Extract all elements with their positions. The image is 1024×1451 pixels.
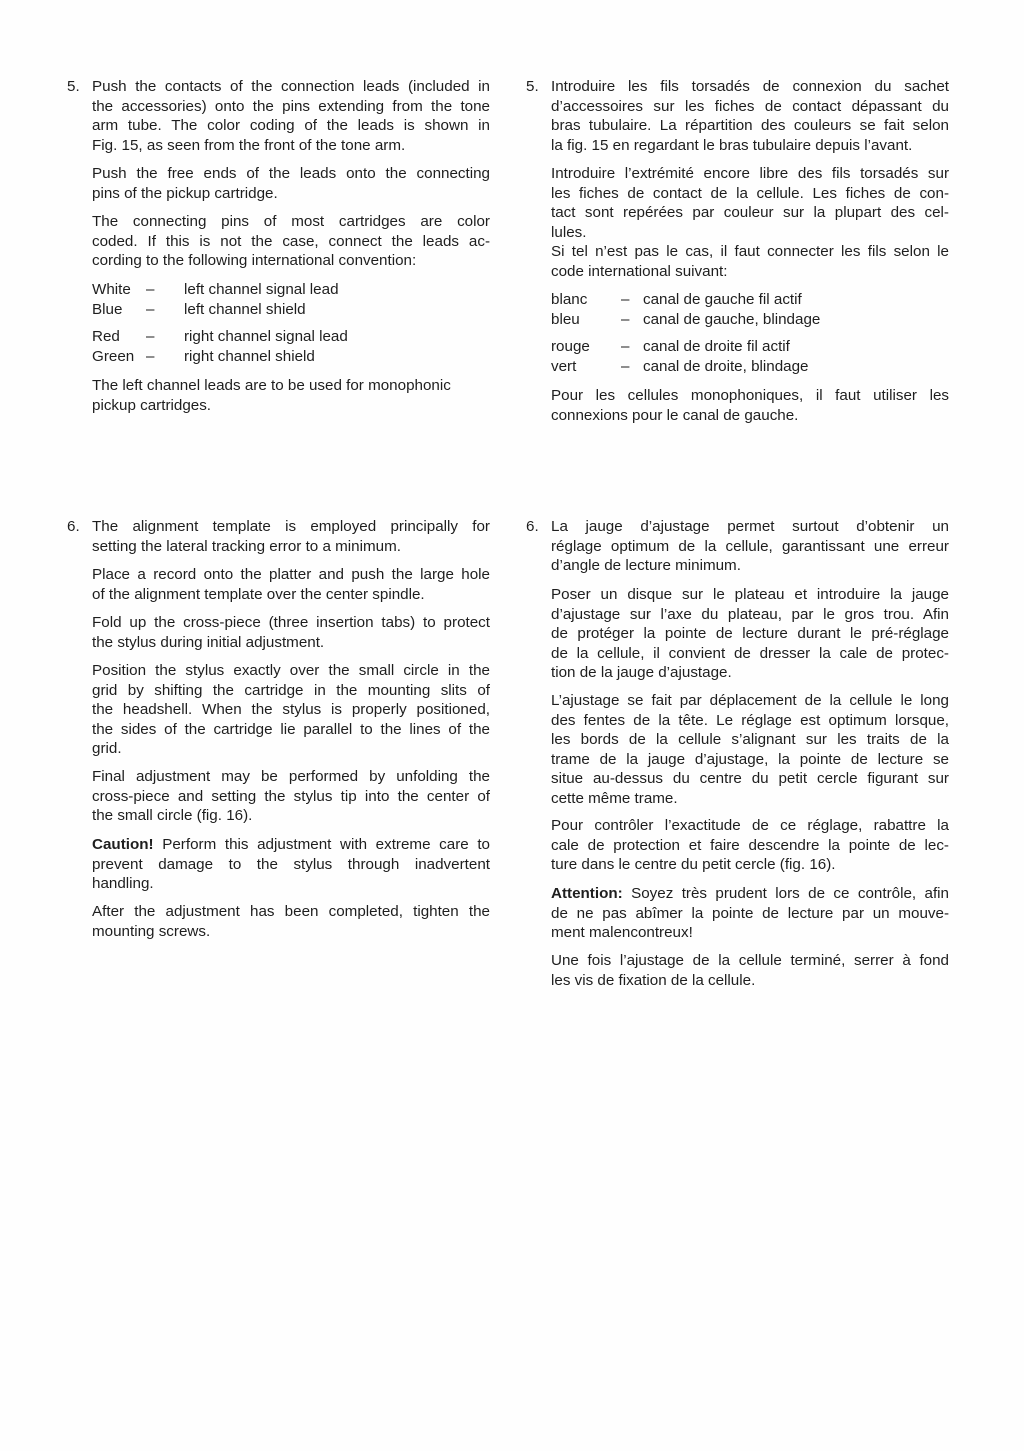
en-section-5-p1: 5. Push the contacts of the connection leads (included in the accessories) onto the pins extending from the tone arm tube. The color coding of the leads is shown in Fig. 15, as seen from the front of the tone arm. [67, 78, 490, 154]
en-section-5-p4: The left channel leads are to be used for monophonic pickup cartridges. [92, 377, 451, 414]
en-caution-paragraph: Caution! Perform this adjustment with extreme care to prevent damage to the stylus through inadvertent handling. [92, 836, 490, 892]
en-section-6-p4: Position the stylus exactly over the small circle in the grid by shifting the cartridge in the mounting slits of the headshell. When the stylus is properly positioned, the sides of the cartridge lie parallel to the lines of the grid. [92, 662, 490, 757]
caution-label: Caution! [92, 836, 154, 853]
en-section-6-p2: Place a record onto the platter and push the large hole of the alignment template over the center spindle. [92, 566, 490, 603]
fr-section-6-p2: Poser un disque sur le plateau et introduire la jauge d’ajustage sur l’axe du plateau, par le gros trou. Afin de protéger la pointe de lecture durant le pré-réglage de la cellule, il convient de dresser la cale de protec- tion de la jauge d’ajustage. [551, 586, 949, 681]
fr-section-6-p1: 6. La jauge d’ajustage permet surtout d’obtenir un réglage optimum de la cellule, garantissant une erreur d’angle de lecture minimum. [526, 518, 949, 574]
fr-section-5-p2: Introduire l’extrémité encore libre des fils torsadés sur les fiches de contact de la cellule. Les fiches de con- tact sont repérées par couleur sur la plupart des cel- lules. Si tel n’est pas le cas, il faut connecter les fils selon le code international suivant: [551, 165, 949, 280]
en-section-5-p2: Push the free ends of the leads onto the connecting pins of the pickup cartridge. [92, 165, 490, 202]
fr-section-6-p6: Une fois l’ajustage de la cellule terminé, serrer à fond les vis de fixation de la cellule. [551, 952, 949, 989]
en-section-6-p5: Final adjustment may be performed by unfolding the cross-piece and setting the stylus tip into the center of the small circle (fig. 16). [92, 768, 490, 824]
en-section-6-p7: After the adjustment has been completed, tighten the mounting screws. [92, 903, 490, 940]
en-section-5-p3: The connecting pins of most cartridges are color coded. If this is not the case, connect the leads ac- cording to the following international convention: [92, 213, 490, 269]
attention-label: Attention: [551, 885, 623, 902]
section-number: 5. [526, 78, 539, 95]
en-section-6-p3: Fold up the cross-piece (three insertion tabs) to protect the stylus during initial adjustment. [92, 614, 490, 651]
section-number: 6. [526, 518, 539, 535]
fr-section-6-p3: L’ajustage se fait par déplacement de la cellule le long des fentes de la tête. Le réglage est optimum lorsque, les bords de la cellule s’alignant sur les traits de la trame de la jauge d’ajustage, la pointe de lecture se situe au-dessus du centre du petit cercle figurant sur cette même trame. [551, 692, 949, 807]
fr-section-5-p1: 5. Introduire les fils torsadés de connexion du sachet d’accessoires sur les fiches de contact dépassant du bras tubulaire. La répartition des couleurs se fait selon la fig. 15 en regardant le bras tubulaire depuis l’avant. [526, 78, 949, 154]
fr-section-6-p4: Pour contrôler l’exactitude de ce réglage, rabattre la cale de protection et faire descendre la pointe de lec- ture dans le centre du petit cercle (fig. 16). [551, 817, 949, 873]
en-section-6-p1: 6. The alignment template is employed principally for setting the lateral tracking error to a minimum. [67, 518, 490, 555]
section-number: 5. [67, 78, 80, 95]
section-number: 6. [67, 518, 80, 535]
fr-attention-paragraph: Attention: Soyez très prudent lors de ce contrôle, afin de ne pas abîmer la pointe de lecture par un mouve- ment malencontreux! [551, 885, 949, 941]
fr-section-5-p3: Pour les cellules monophoniques, il faut utiliser les connexions pour le canal de gauche. [551, 387, 949, 424]
